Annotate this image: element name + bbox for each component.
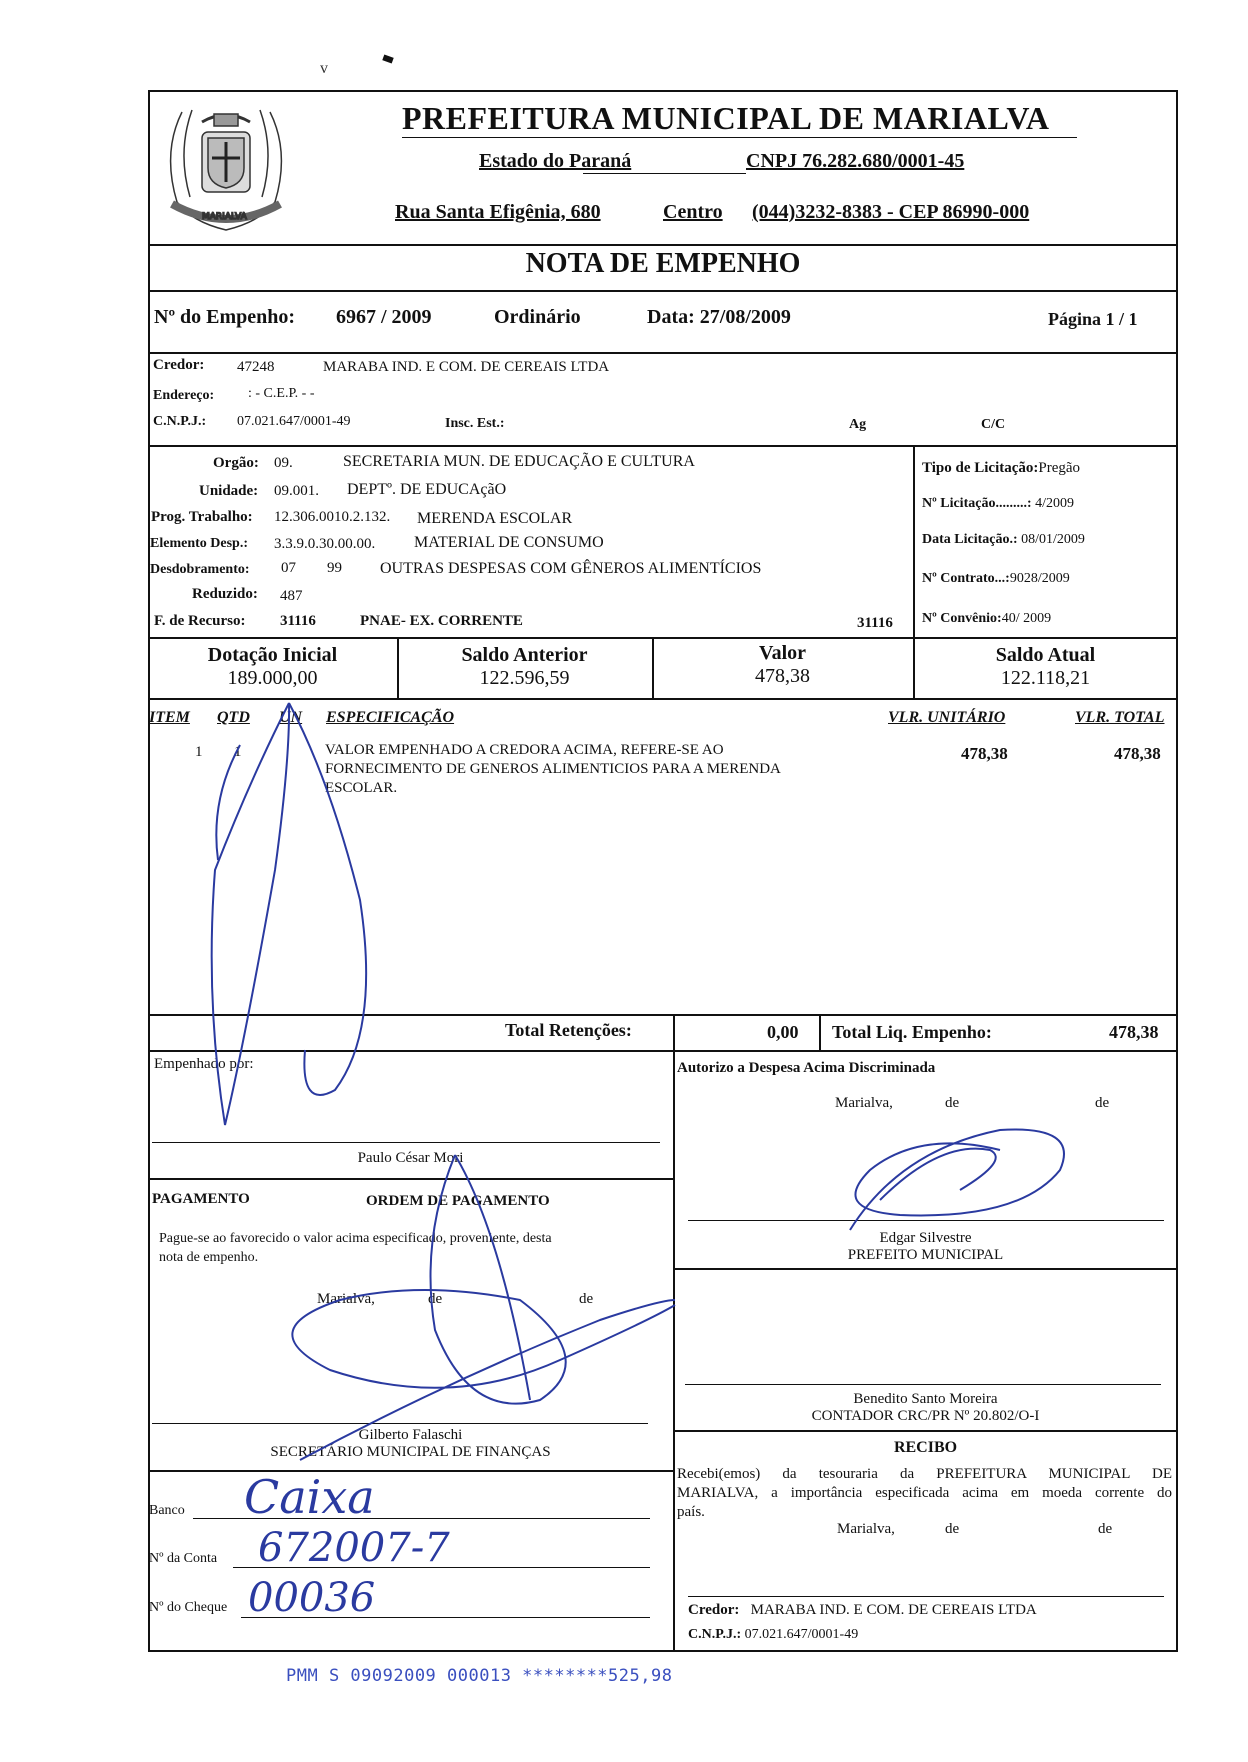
recibo-city: Marialva, bbox=[837, 1521, 895, 1537]
col-qtd: QTD bbox=[217, 709, 250, 726]
coat-of-arms-logo bbox=[152, 92, 300, 240]
item-number: 1 bbox=[195, 744, 203, 760]
insc-est-label: Insc. Est.: bbox=[445, 416, 505, 431]
prefeito-signer: Edgar Silvestre PREFEITO MUNICIPAL bbox=[847, 1230, 1004, 1263]
cnpj-label: C.N.P.J.: bbox=[153, 414, 207, 429]
payment-stamp: PMM S 09092009 000013 ********525,98 bbox=[286, 1666, 673, 1686]
doc-title: NOTA DE EMPENHO bbox=[525, 248, 801, 279]
credor-code: 47248 bbox=[237, 359, 275, 375]
pagamento-de2: de bbox=[579, 1291, 594, 1307]
item-qtd: 1 bbox=[234, 744, 242, 760]
ordem-pagamento-label: ORDEM DE PAGAMENTO bbox=[366, 1193, 550, 1209]
conta-label: Nº da Conta bbox=[149, 1551, 218, 1566]
empenho-type: Ordinário bbox=[494, 306, 581, 328]
municipality-title: PREFEITURA MUNICIPAL DE MARIALVA bbox=[402, 100, 1050, 136]
endereco-label: Endereço: bbox=[153, 388, 215, 403]
pagamento-de1: de bbox=[428, 1291, 443, 1307]
empenho-label: Nº do Empenho: bbox=[154, 306, 296, 328]
banco-value: Caixa bbox=[244, 1470, 375, 1524]
secretario-signer: Gilberto Falaschi SECRETÁRIO MUNICIPAL DE FINANÇAS bbox=[270, 1427, 551, 1460]
retencoes-label: Total Retenções: bbox=[505, 1020, 632, 1040]
col-spec: ESPECIFICAÇÃO bbox=[326, 709, 455, 726]
recibo-de1: de bbox=[945, 1521, 960, 1537]
cheque-value: 00036 bbox=[248, 1575, 376, 1621]
col-vlr-unit: VLR. UNITÁRIO bbox=[888, 709, 1006, 726]
pagamento-text: Pague-se ao favorecido o valor acima especificado, proveniente, desta nota de empenho. bbox=[159, 1231, 552, 1265]
valor: Valor 478,38 bbox=[755, 642, 810, 687]
state-name: Estado do Paraná bbox=[479, 150, 632, 172]
liq-label: Total Liq. Empenho: bbox=[832, 1022, 992, 1042]
recibo-cnpj: C.N.P.J.: 07.021.647/0001-49 bbox=[688, 1627, 859, 1642]
empenho-number: 6967 / 2009 bbox=[336, 306, 432, 328]
banco-label: Banco bbox=[149, 1503, 185, 1518]
autorizo-de1: de bbox=[945, 1095, 960, 1111]
pagamento-city: Marialva, bbox=[317, 1291, 375, 1307]
scan-mark bbox=[382, 54, 393, 63]
recibo-text: Recebi(emos) da tesouraria da PREFEITURA MUNICIPAL DE MARIALVA, a importância especificada acima em moeda corrente do país. bbox=[677, 1466, 1172, 1520]
phone-cep: (044)3232-8383 - CEP 86990-000 bbox=[752, 201, 1030, 223]
recibo-credor: Credor: MARABA IND. E COM. DE CEREAIS LTDA bbox=[688, 1602, 1037, 1618]
svg-text:MARIALVA: MARIALVA bbox=[202, 212, 247, 222]
endereco-value: : - C.E.P. - - bbox=[248, 386, 315, 401]
contador-signer: Benedito Santo Moreira CONTADOR CRC/PR Nº 20.802/O-I bbox=[811, 1391, 1040, 1424]
item-spec: VALOR EMPENHADO A CREDORA ACIMA, REFERE-SE AO FORNECIMENTO DE GENEROS ALIMENTICIOS PARA A MERENDA ESCOLAR. bbox=[325, 742, 781, 796]
recibo-label: RECIBO bbox=[893, 1439, 958, 1456]
pagamento-label: PAGAMENTO bbox=[152, 1191, 250, 1207]
conta-value: 672007-7 bbox=[258, 1525, 450, 1571]
scan-mark: v bbox=[320, 60, 328, 77]
item-vlr-total: 478,38 bbox=[1114, 744, 1161, 763]
saldo-anterior: Saldo Anterior 122.596,59 bbox=[461, 644, 588, 689]
empenhado-label: Empenhado por: bbox=[154, 1056, 254, 1072]
page-number: Página 1 / 1 bbox=[1048, 309, 1138, 329]
cnpj-value: 07.021.647/0001-49 bbox=[237, 414, 351, 429]
col-item: ITEM bbox=[149, 709, 190, 726]
empenhado-name: Paulo César Mori bbox=[357, 1150, 464, 1166]
cnpj-header: CNPJ 76.282.680/0001-45 bbox=[746, 150, 965, 172]
district: Centro bbox=[663, 201, 723, 223]
col-vlr-total: VLR. TOTAL bbox=[1075, 709, 1165, 726]
retencoes-value: 0,00 bbox=[767, 1022, 799, 1042]
dotacao-inicial: Dotação Inicial 189.000,00 bbox=[207, 644, 338, 689]
autorizo-de2: de bbox=[1095, 1095, 1110, 1111]
autorizo-city: Marialva, bbox=[835, 1095, 893, 1111]
autorizo-label: Autorizo a Despesa Acima Discriminada bbox=[677, 1060, 936, 1076]
liq-value: 478,38 bbox=[1109, 1022, 1159, 1042]
item-vlr-unit: 478,38 bbox=[961, 744, 1008, 763]
credor-name: MARABA IND. E COM. DE CEREAIS LTDA bbox=[323, 359, 610, 375]
cheque-label: Nº do Cheque bbox=[149, 1600, 228, 1615]
budget-block: Orgão: 09. SECRETARIA MUN. DE EDUCAÇÃO E CULTURA Unidade: 09.001. DEPTº. DE EDUCAçãO Prog. Trabalho: 12.306.0010.2.132. MERENDA ESCOLAR Elemento Desp.: 3.3.9.0.30.00.00. MATERIAL DE CONSUMO Desdobramento: 07 99 OUTRAS DESPESAS COM GÊNEROS ALIMENTÍCIOS Reduzido: 487 F. de Recurso: 31116 PNAE- EX. CORRENTE 31116 bbox=[150, 453, 893, 631]
cc-label: C/C bbox=[981, 417, 1006, 432]
saldo-atual: Saldo Atual 122.118,21 bbox=[995, 644, 1096, 689]
credor-label: Credor: bbox=[153, 357, 205, 373]
address: Rua Santa Efigênia, 680 bbox=[395, 201, 601, 223]
recibo-de2: de bbox=[1098, 1521, 1113, 1537]
empenho-date: Data: 27/08/2009 bbox=[647, 306, 791, 328]
col-un: UN bbox=[279, 709, 303, 726]
ag-label: Ag bbox=[849, 417, 867, 432]
